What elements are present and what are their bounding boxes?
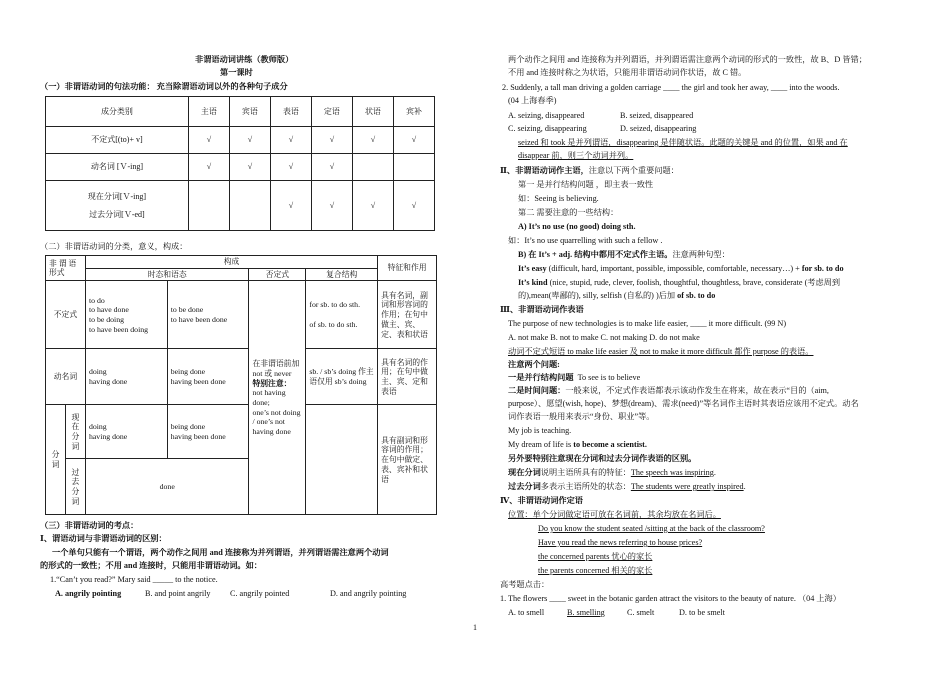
cell [229, 181, 270, 231]
pattern-list: (difficult, hard, important, possible, impossible, comfortable, necessary…) + [546, 264, 802, 273]
note-lead: 二是时间问题： [508, 386, 566, 395]
section-3-heading: Ⅲ、非谓语动词作表语 [500, 305, 584, 314]
option-a: A. angrily pointing [55, 589, 122, 598]
section-4-heading: Ⅳ、非谓语动词作定语 [500, 496, 583, 505]
row-past-participle: 过去分词 [65, 459, 85, 515]
doc-title: 非谓语动词讲练（教师版） [195, 55, 294, 64]
pattern-lead: It’s easy [518, 264, 547, 273]
pattern-tail: of sb. to do [677, 291, 716, 300]
cell [85, 349, 167, 405]
option-c: C. angrily pointed [230, 589, 290, 598]
row-present-participle: 现在分词 [65, 405, 85, 459]
example-text: My dream of life is [508, 440, 574, 449]
pattern-tail: for sb. to do [801, 264, 844, 273]
cell: √ [311, 154, 352, 181]
pattern-list: (nice, stupid, rude, clever, foolish, thoughtful, thoughtless, brave, considerate (考虑周到 [547, 278, 841, 287]
example: 过去分词多表示主语所处的状态：The students were greatly inspired. [508, 482, 746, 491]
paragraph: 词作表语一般用来表示“身份、职业”等。 [508, 412, 655, 421]
cell: √ [393, 127, 434, 154]
example-emph: to become a scientist. [573, 440, 647, 449]
th-build: 构成 [85, 256, 377, 269]
cell-line: having been done [170, 431, 226, 441]
question-source: (04 上海春季) [508, 96, 557, 105]
example-lead: 过去分词 [508, 482, 541, 491]
cell-feature: 具有名词的作用；在句中做主、宾、定和表语 [378, 349, 437, 405]
cell [167, 281, 249, 349]
options: A. not make B. not to make C. not making D. do not make [508, 333, 700, 342]
option-b: B. seized, disappeared [620, 111, 694, 120]
cell-compound: sb. / sb’s doing 作主语仅用 sb’s doing [306, 349, 378, 405]
cell [306, 405, 378, 515]
cell-line: 特别注意： [252, 378, 292, 388]
th-feature: 特征和作用 [378, 256, 437, 281]
cell: √ [188, 154, 229, 181]
pattern-kind-cont [518, 291, 715, 301]
note-1 [508, 373, 640, 383]
paragraph: 第一 是并行结构问题 ，即主表一致性 [518, 180, 654, 189]
cell-line: doing [88, 422, 107, 432]
cell: √ [311, 127, 352, 154]
cell-line: 现在分词[Ｖ-ing] [87, 191, 147, 201]
cell-line: to be doing [88, 314, 125, 324]
cell: done [85, 459, 249, 515]
cell-line: to do [88, 295, 105, 305]
th: 主语 [188, 97, 229, 127]
th-compound: 复合结构 [306, 268, 378, 281]
section-3-heading: （三）非谓语动词的考点： [40, 521, 139, 530]
cell: √ [352, 181, 393, 231]
exam-heading: 高考题点击： [500, 580, 550, 589]
cell-line: being done [170, 422, 206, 432]
cell-line: of sb. to do sth. [309, 319, 358, 329]
cell-line: to be done [170, 305, 204, 315]
cell-line: to have done [88, 305, 129, 315]
note-text: To see is to believe [577, 373, 641, 382]
paragraph: 位置：单个分词做定语可放在名词前，其余均放在名词后。 [508, 510, 721, 519]
th: 状语 [352, 97, 393, 127]
cell-line: to have been done [170, 314, 228, 324]
option-d: D. and angrily pointing [330, 589, 407, 598]
cell: √ [270, 154, 311, 181]
heading-note: 注意以下两个重要问题： [588, 166, 679, 175]
cell: √ [270, 181, 311, 231]
structure-text: B) 在 It’s + adj. 结构中都用不定式作主语。 [518, 250, 673, 259]
example-text: 多表示主语所处的状态： [540, 482, 631, 491]
example-text: 说明主语所具有的特征： [540, 468, 631, 477]
cell [188, 181, 229, 231]
cell: √ [393, 181, 434, 231]
row-gerund: 动名词 [46, 349, 86, 405]
paragraph: purpose）、愿望(wish, hope)、梦想(dream)、需求(need)”等名词作主语时其表语应该用不定式。动名 [508, 399, 859, 408]
classification-table [45, 255, 437, 515]
example [508, 440, 647, 450]
cell-line: to have been doing [88, 324, 149, 334]
option-d: D. seized, disappearing [620, 124, 697, 133]
cell [393, 154, 434, 181]
cell: √ [270, 127, 311, 154]
note-text: 一般来说，不定式作表语都表示该动作发生在将来，故在表示“目的（aim, [565, 386, 829, 395]
cell: √ [229, 127, 270, 154]
paragraph: 第二 需要注意的一些结构： [518, 208, 619, 217]
heading-text: Ⅱ、非谓语动词作主语， [500, 166, 589, 175]
cell-line: being done [170, 367, 206, 377]
th-negative: 否定式 [249, 268, 306, 281]
cell-feature: 具有名词，副词和形容词的作用；在句中做主、宾、定、表和状语 [378, 281, 437, 349]
cell-line: having done [88, 431, 128, 441]
cell: √ [352, 127, 393, 154]
option-d: D. to be smelt [679, 608, 725, 617]
example: the concerned parents 忧心的家长 [538, 552, 653, 561]
cell [306, 281, 378, 349]
example: 现在分词说明主语所具有的特征：The speech was inspiring. [508, 468, 716, 477]
cell: 动名词 [Ｖ-ing] [46, 154, 189, 181]
cell [352, 154, 393, 181]
option-b: B. smelling [567, 608, 605, 617]
question-2: 2. Suddenly, a tall man driving a golden carriage ____ the girl and took her away, ____ into the woods. [502, 83, 840, 92]
row-infinitive: 不定式 [46, 281, 86, 349]
cell: √ [229, 154, 270, 181]
section-2-heading: （二）非谓语动词的分类，意义，构成： [40, 242, 188, 251]
cell-negative [249, 281, 306, 515]
th-tense: 时态和语态 [85, 268, 249, 281]
pattern-kind [518, 278, 840, 288]
cell-feature: 具有副词和形容词的作用；在句中做定、表、宾补和状语 [378, 405, 437, 515]
example: the parents concerned 相关的家长 [538, 566, 653, 575]
cell-line: 在非谓语前加 not 或 never [252, 359, 300, 378]
pattern-lead: It’s kind [518, 278, 548, 287]
paragraph: 一个单句只能有一个谓语，两个动作之间用 and 连接称为并列谓语，并列谓语需注意两个动词 [52, 548, 389, 557]
page-number: 1 [473, 623, 477, 632]
paragraph: 另外要特别注意现在分词和过去分词作表语的区别。 [508, 454, 697, 463]
cell-line: for sb. to do sth. [309, 300, 361, 310]
cell-line: 过去分词[Ｖ-ed] [89, 209, 145, 219]
cell [46, 181, 189, 231]
option-c: C. seizing, disappearing [508, 124, 587, 133]
option-a: A. seizing, disappeared [508, 111, 585, 120]
cell: 不定式[(to)+ v] [46, 127, 189, 154]
question: 1. The flowers ____ sweet in the botanic garden attract the visitors to the beauty of nature. （04 上海） [500, 594, 841, 603]
cell [167, 405, 249, 459]
cell-line: doing [88, 367, 107, 377]
question: The purpose of new technologies is to make life easier, ____ it more difficult. (99 N) [508, 319, 787, 328]
th: 定语 [311, 97, 352, 127]
cell [167, 349, 249, 405]
cell-line: having done [88, 376, 128, 386]
function-table [45, 96, 435, 231]
th: 宾补 [393, 97, 434, 127]
pattern-list: 的),mean(卑鄙的), silly, selfish (自私的) )后加 [518, 291, 678, 300]
example-sentence: The students were greatly inspired [630, 482, 744, 491]
explanation: 动词不定式短语 to make life easier 及 not to make it more difficult 都作 purpose 的表语。 [508, 347, 814, 356]
explanation: seized 和 took 是并列谓语，disappearing 是伴随状语。此题的关键是 and 的位置，如果 and 在 [518, 138, 848, 147]
th: 表语 [270, 97, 311, 127]
th: 宾语 [229, 97, 270, 127]
doc-subtitle: 第一课时 [220, 68, 253, 77]
cell: √ [188, 127, 229, 154]
cell-line: having been done [170, 376, 226, 386]
cell [85, 405, 167, 459]
structure-note: 注意两种句型： [672, 250, 730, 259]
paragraph: 不用 and 连接时称之为状语，只能用非谓语动词作状语，故 C 错。 [508, 68, 747, 77]
paragraph: 两个动作之间用 and 连接称为并列谓语，并列谓语需注意两个动词的形式的一致性，故 B、D 皆错； [508, 55, 867, 64]
explanation: disappear 前，则三个动词并列。 [518, 151, 634, 160]
note-2 [508, 386, 829, 396]
cell-line: one’s not doing / one’s not having done [252, 407, 301, 437]
example: 如：Seeing is believing. [518, 194, 599, 203]
example: Have you read the news referring to house prices? [538, 538, 703, 547]
example: 如：It’s no use quarrelling with such a fellow . [508, 236, 663, 245]
cell-line: not having done; [252, 388, 286, 407]
note-heading: 注意两个问题: [508, 360, 560, 369]
pattern-easy [518, 264, 844, 274]
cell [85, 281, 167, 349]
section-2-heading [500, 166, 679, 176]
structure-b [518, 250, 730, 260]
example-lead: 现在分词 [508, 468, 541, 477]
question-1: 1.“Can’t you read?” Mary said _____ to the notice. [50, 575, 218, 584]
paragraph: 的形式的一致性；不用 and 连接时，只能用非谓语动词。如： [40, 561, 262, 570]
example-sentence: The speech was inspiring [630, 468, 714, 477]
th: 成分类别 [46, 97, 189, 127]
row-participle: 分词 [46, 405, 66, 515]
cell: √ [311, 181, 352, 231]
note-lead: 一是并行结构问题 [508, 373, 574, 382]
structure-a: A) It’s no use (no good) doing sth. [518, 222, 636, 231]
option-c: C. smelt [627, 608, 655, 617]
section-1-heading: （一）非谓语动词的句法功能： 充当除谓语动词以外的各种句子成分 [40, 82, 288, 91]
example: My job is teaching. [508, 426, 572, 435]
option-b: B. and point angrily [145, 589, 211, 598]
option-a: A. to smell [508, 608, 545, 617]
th-form: 非 谓 语 形式 [46, 256, 86, 281]
point-1-heading: Ⅰ、谓语动词与非谓语动词的区别： [40, 534, 167, 543]
example: Do you know the student seated /sitting at the back of the classroom? [538, 524, 765, 533]
